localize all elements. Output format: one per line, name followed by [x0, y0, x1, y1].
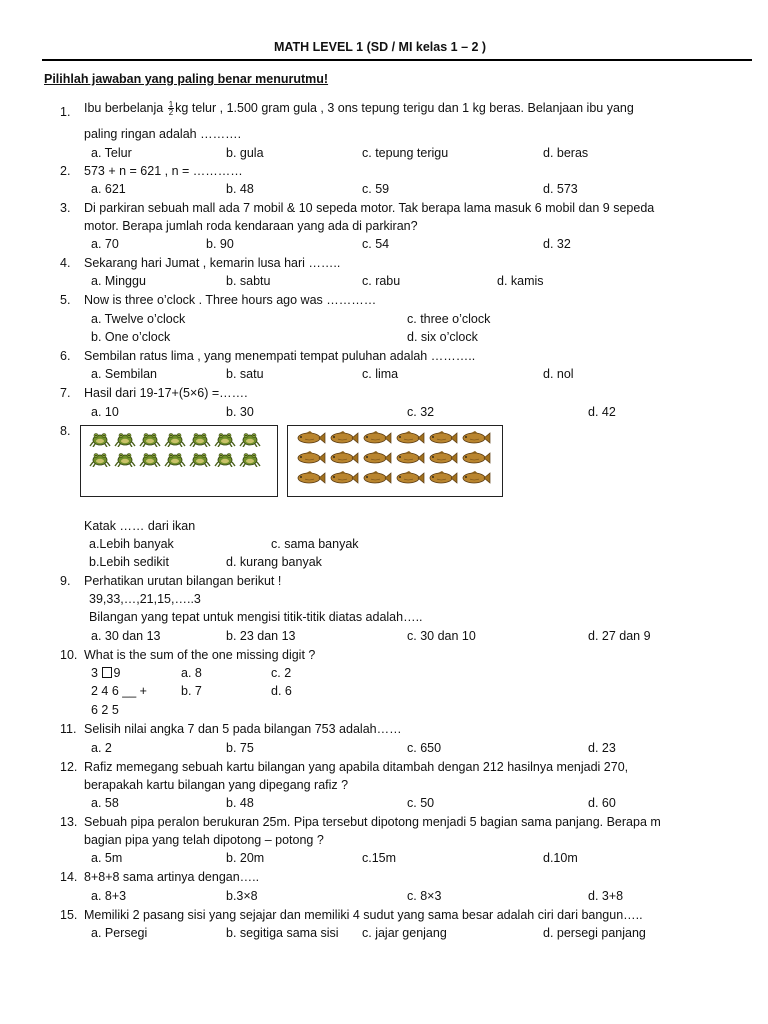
title-divider — [42, 59, 752, 61]
question-13-text: Sebuah pipa peralon berukuran 25m. Pipa tersebut dipotong menjadi 5 bagian sama panjang. Berapa m — [84, 815, 661, 829]
question-1-text — [84, 101, 634, 116]
question-8-number: 8. — [60, 424, 71, 438]
option[interactable]: b. 23 dan 13 — [226, 629, 296, 643]
fish-icon — [329, 471, 359, 488]
option[interactable]: a. 5m — [91, 851, 123, 865]
frog-icon — [189, 451, 211, 470]
option[interactable]: b. 48 — [226, 796, 254, 810]
frog-icon — [239, 451, 261, 470]
question-9-text-line3: Bilangan yang tepat untuk mengisi titik-titik diatas adalah….. — [89, 610, 423, 624]
option[interactable]: d. 3+8 — [588, 889, 624, 903]
option[interactable]: c. tepung terigu — [362, 146, 449, 160]
option[interactable]: d. kurang banyak — [226, 555, 322, 569]
option[interactable]: b. One o’clock — [91, 330, 171, 344]
option[interactable]: d.10m — [543, 851, 578, 865]
option[interactable]: b. 75 — [226, 741, 254, 755]
question-6-number: 6. — [60, 349, 71, 363]
addition-row-1 — [91, 666, 120, 680]
fish-icon — [395, 471, 425, 488]
fish-icon — [395, 451, 425, 468]
fish-icon — [329, 451, 359, 468]
question-3-text: Di parkiran sebuah mall ada 7 mobil & 10 sepeda motor. Tak berapa lama masuk 6 mobil dan 9 sepeda — [84, 201, 655, 215]
option[interactable]: b. gula — [226, 146, 264, 160]
frog-icon — [189, 431, 211, 450]
option[interactable]: c. three o’clock — [407, 312, 491, 326]
digit: 3 — [91, 666, 98, 680]
option[interactable]: c. 30 dan 10 — [407, 629, 476, 643]
option[interactable]: a. 621 — [91, 182, 126, 196]
question-11-text: Selisih nilai angka 7 dan 5 pada bilangan 753 adalah…… — [84, 722, 402, 736]
question-7-text: Hasil dari 19-17+(5×6) =……. — [84, 386, 248, 400]
option[interactable]: a. 58 — [91, 796, 119, 810]
option[interactable]: b. sabtu — [226, 274, 271, 288]
option[interactable]: c. 650 — [407, 741, 442, 755]
question-3-text-line2: motor. Berapa jumlah roda kendaraan yang ada di parkiran? — [84, 219, 418, 233]
question-12-text-line2: berapakah kartu bilangan yang dipegang rafiz ? — [84, 778, 349, 792]
option[interactable]: a. Sembilan — [91, 367, 158, 381]
fish-icon — [461, 451, 491, 468]
option[interactable]: c. lima — [362, 367, 399, 381]
fraction-denominator: 2 — [168, 108, 174, 118]
question-6-text: Sembilan ratus lima , yang menempati tempat puluhan adalah ……….. — [84, 349, 476, 363]
question-2-number: 2. — [60, 164, 71, 178]
fish-icon — [296, 451, 326, 468]
option[interactable]: c. 8×3 — [407, 889, 442, 903]
question-10-number: 10. — [60, 648, 78, 662]
option[interactable]: b. 20m — [226, 851, 265, 865]
question-14-number: 14. — [60, 870, 78, 884]
question-3-number: 3. — [60, 201, 71, 215]
frog-icon — [89, 431, 111, 450]
fish-icon — [296, 431, 326, 448]
question-9-number: 9. — [60, 574, 71, 588]
question-1-text-line2: paling ringan adalah ………. — [84, 127, 242, 141]
option[interactable]: a. Persegi — [91, 926, 148, 940]
option[interactable]: d. 6 — [271, 684, 292, 698]
question-13-number: 13. — [60, 815, 78, 829]
missing-digit-box[interactable] — [102, 667, 112, 678]
fraction-numerator: 1 — [168, 100, 174, 110]
frog-icon — [214, 431, 236, 450]
option[interactable]: b. 90 — [206, 237, 234, 251]
question-15-text: Memiliki 2 pasang sisi yang sejajar dan memiliki 4 sudut yang sama besar adalah ciri dari bangun….. — [84, 908, 643, 922]
option[interactable]: c. 2 — [271, 666, 292, 680]
question-4-text: Sekarang hari Jumat , kemarin lusa hari …….. — [84, 256, 341, 270]
option[interactable]: d. 23 — [588, 741, 616, 755]
frog-icon — [139, 451, 161, 470]
option[interactable]: b. 48 — [226, 182, 254, 196]
option[interactable]: c. 59 — [362, 182, 390, 196]
question-8-text: Katak …… dari ikan — [84, 519, 196, 533]
option[interactable]: b. satu — [226, 367, 264, 381]
option[interactable]: c. rabu — [362, 274, 401, 288]
option[interactable]: b. 30 — [226, 405, 254, 419]
option[interactable]: a. Twelve o’clock — [91, 312, 186, 326]
option[interactable]: c. 32 — [407, 405, 435, 419]
frog-icon — [114, 431, 136, 450]
question-9-text: Perhatikan urutan bilangan berikut ! — [84, 574, 282, 588]
question-12-text: Rafiz memegang sebuah kartu bilangan yang apabila ditambah dengan 212 hasilnya menjadi 270, — [84, 760, 629, 774]
option[interactable]: d. 42 — [588, 405, 616, 419]
question-15-number: 15. — [60, 908, 78, 922]
question-13-text-line2: bagian pipa yang telah dipotong – potong ? — [84, 833, 324, 847]
fish-icon — [362, 451, 392, 468]
frog-picture-box — [80, 425, 278, 497]
frog-icon — [139, 431, 161, 450]
option[interactable]: b. 7 — [181, 684, 202, 698]
fish-icon — [428, 431, 458, 448]
option[interactable]: b.Lebih sedikit — [89, 555, 169, 569]
fish-icon — [296, 471, 326, 488]
option[interactable]: c. sama banyak — [271, 537, 359, 551]
fish-icon — [428, 471, 458, 488]
fish-icon — [329, 431, 359, 448]
option[interactable]: a.Lebih banyak — [89, 537, 174, 551]
question-5-number: 5. — [60, 293, 71, 307]
option[interactable]: b. segitiga sama sisi — [226, 926, 339, 940]
option[interactable]: d. 60 — [588, 796, 616, 810]
option[interactable]: a. Telur — [91, 146, 132, 160]
option[interactable]: d. 573 — [543, 182, 578, 196]
option[interactable]: d. persegi panjang — [543, 926, 646, 940]
option[interactable]: d. beras — [543, 146, 589, 160]
question-10-text: What is the sum of the one missing digit ? — [84, 648, 316, 662]
fish-icon — [428, 451, 458, 468]
frog-icon — [114, 451, 136, 470]
option[interactable]: a. 70 — [91, 237, 119, 251]
option[interactable]: d. six o’clock — [407, 330, 478, 344]
instruction: Pilihlah jawaban yang paling benar menurutmu! — [44, 72, 329, 86]
option[interactable]: a. 8 — [181, 666, 202, 680]
question-12-number: 12. — [60, 760, 78, 774]
option[interactable]: a. Minggu — [91, 274, 146, 288]
option[interactable]: a. 10 — [91, 405, 119, 419]
question-5-text: Now is three o’clock . Three hours ago was ………… — [84, 293, 377, 307]
option[interactable]: c.15m — [362, 851, 397, 865]
question-1-post: kg telur , 1.500 gram gula , 3 ons tepung terigu dan 1 kg beras. Belanjaan ibu yang — [175, 101, 634, 115]
fish-icon — [461, 431, 491, 448]
option[interactable]: a. 30 dan 13 — [91, 629, 161, 643]
option[interactable]: c. 50 — [407, 796, 435, 810]
frog-icon — [89, 451, 111, 470]
digit: 9 — [113, 666, 121, 680]
fraction-half — [168, 101, 174, 116]
question-1-number: 1. — [60, 105, 71, 119]
question-2-text: 573 + n = 621 , n = ………… — [84, 164, 243, 178]
addition-result: 6 2 5 — [91, 703, 119, 717]
frog-icon — [164, 431, 186, 450]
fish-icon — [362, 431, 392, 448]
option[interactable]: a. 8+3 — [91, 889, 127, 903]
fish-icon — [461, 471, 491, 488]
addition-row-2: 2 4 6 __ + — [91, 684, 147, 698]
frog-icon — [164, 451, 186, 470]
option[interactable]: d. 32 — [543, 237, 571, 251]
question-14-text: 8+8+8 sama artinya dengan….. — [84, 870, 260, 884]
fish-picture-box — [287, 425, 503, 497]
option[interactable]: a. 2 — [91, 741, 112, 755]
question-7-number: 7. — [60, 386, 71, 400]
option[interactable]: d. kamis — [497, 274, 544, 288]
question-11-number: 11. — [60, 722, 77, 736]
question-4-number: 4. — [60, 256, 71, 270]
question-1-pre: Ibu berbelanja — [84, 101, 164, 115]
fish-icon — [395, 431, 425, 448]
option[interactable]: d. 27 dan 9 — [588, 629, 651, 643]
fish-icon — [362, 471, 392, 488]
frog-icon — [214, 451, 236, 470]
frog-icon — [239, 431, 261, 450]
number-sequence: 39,33,…,21,15,…..3 — [89, 592, 201, 606]
page-title: MATH LEVEL 1 (SD / MI kelas 1 – 2 ) — [274, 40, 487, 54]
option[interactable]: d. nol — [543, 367, 574, 381]
option[interactable]: b.3×8 — [226, 889, 258, 903]
option[interactable]: c. jajar genjang — [362, 926, 447, 940]
option[interactable]: c. 54 — [362, 237, 390, 251]
